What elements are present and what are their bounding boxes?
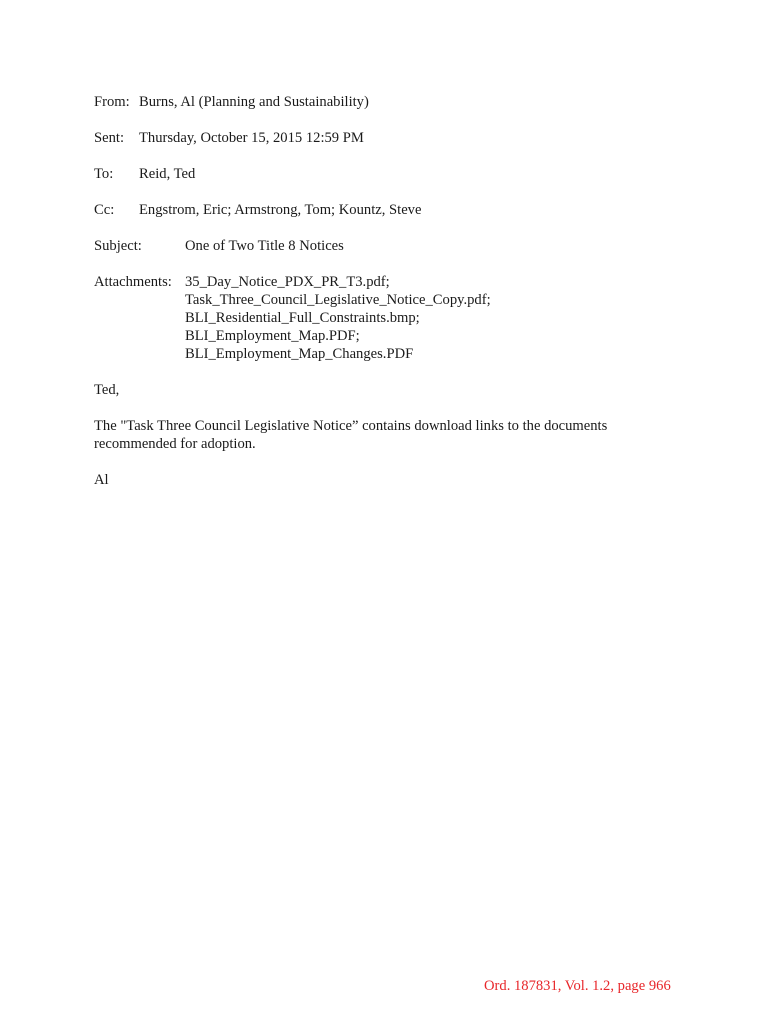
- to-label: To:: [94, 166, 114, 182]
- cc-row: [94, 201, 714, 219]
- email-document: [94, 93, 714, 507]
- to-row: [94, 165, 714, 183]
- attachment-item: Task_Three_Council_Legislative_Notice_Copy.pdf;: [185, 292, 491, 308]
- from-row: [94, 93, 714, 111]
- subject-value: One of Two Title 8 Notices: [185, 238, 344, 254]
- attachment-item: BLI_Employment_Map_Changes.PDF: [185, 346, 414, 362]
- from-value: Burns, Al (Planning and Sustainability): [139, 94, 369, 110]
- attachments-row: [94, 273, 714, 363]
- sent-label: Sent:: [94, 130, 124, 146]
- attachment-item: BLI_Residential_Full_Constraints.bmp;: [185, 310, 420, 326]
- body-paragraph: The "Task Three Council Legislative Notice” contains download links to the documents recommended for adoption.: [94, 418, 608, 452]
- attachment-item: BLI_Employment_Map.PDF;: [185, 328, 360, 344]
- to-value: Reid, Ted: [139, 166, 196, 182]
- subject-label: Subject:: [94, 238, 142, 254]
- greeting: Ted,: [94, 382, 120, 398]
- from-label: From:: [94, 94, 130, 110]
- signature: Al: [94, 472, 109, 488]
- attachments-list: [185, 273, 714, 363]
- sent-row: [94, 129, 714, 147]
- attachments-label: Attachments:: [94, 274, 172, 290]
- cc-label: Cc:: [94, 202, 115, 218]
- cc-value: Engstrom, Eric; Armstrong, Tom; Kountz, Steve: [139, 202, 422, 218]
- ordinance-stamp: Ord. 187831, Vol. 1.2, page 966: [484, 978, 671, 994]
- subject-row: [94, 237, 714, 255]
- sent-value: Thursday, October 15, 2015 12:59 PM: [139, 130, 364, 146]
- attachment-item: 35_Day_Notice_PDX_PR_T3.pdf;: [185, 274, 390, 290]
